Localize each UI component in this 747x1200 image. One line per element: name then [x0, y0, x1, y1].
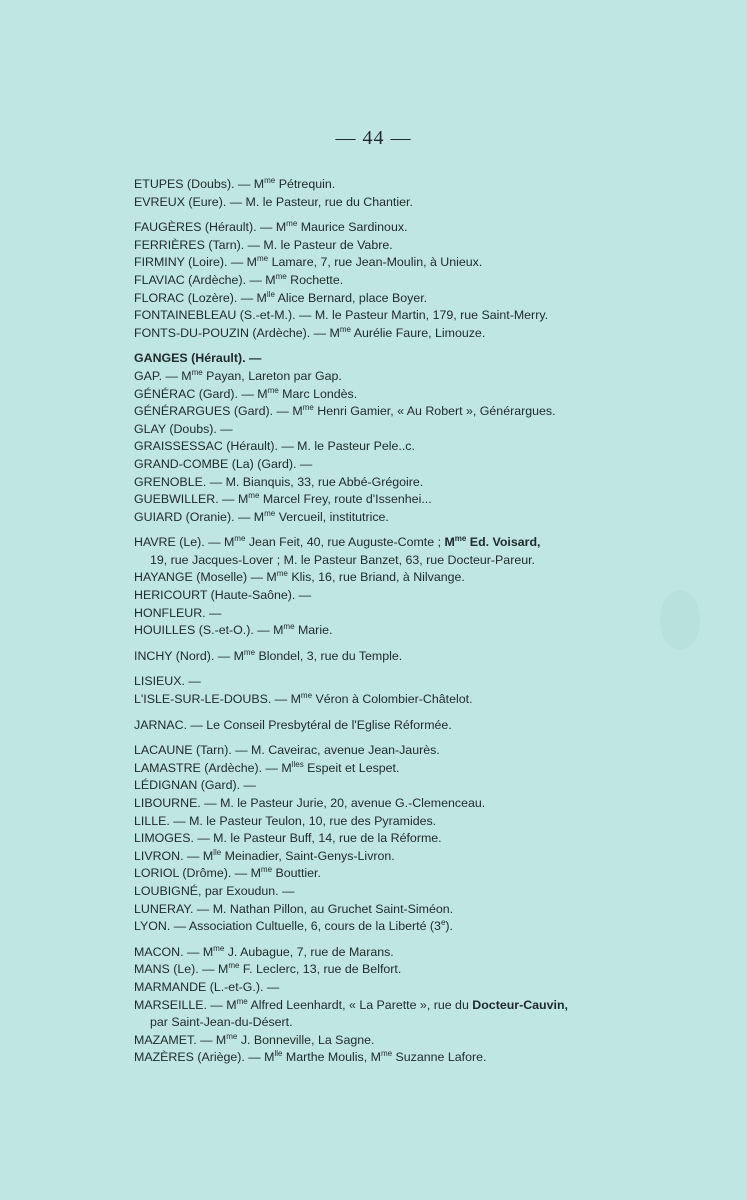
directory-entry: HOUILLES (S.-et-O.). — $M^{me}$ Marie.	[134, 622, 333, 638]
directory-entry: LORIOL (Drôme). — $M^{me}$ Bouttier.	[134, 865, 321, 881]
directory-entry: MAZÈRES (Ariège). — $M^{lle}$ Marthe Moulis, $M^{me}$ Suzanne Lafore.	[134, 1049, 487, 1065]
directory-entry: LIVRON. — $M^{lle}$ Meinadier, Saint-Genys-Livron.	[134, 847, 395, 863]
directory-entry: LIBOURNE. — M. le Pasteur Jurie, 20, avenue G.-Clemenceau.	[134, 796, 486, 810]
directory-list	[134, 176, 674, 1067]
directory-entry: LAMASTRE (Ardèche). — $M^{lles}$ Espeit et Lespet.	[134, 759, 400, 775]
directory-entry: LYON. — Association Cultuelle, 6, cours de la Liberté (3e).	[134, 918, 453, 934]
directory-entry: FLORAC (Lozère). — $M^{lle}$ Alice Bernard, place Boyer.	[134, 289, 428, 305]
directory-entry: GRAISSESSAC (Hérault). — M. le Pasteur Pele..c.	[134, 439, 415, 454]
directory-entry: LÉDIGNAN (Gard). —	[134, 778, 256, 793]
directory-entry: GRAND-COMBE (La) (Gard). —	[134, 456, 313, 471]
directory-entry: FAUGÈRES (Hérault). — $M^{me}$ Maurice Sardinoux.	[134, 219, 408, 235]
directory-entry: MAZAMET. — $M^{me}$ J. Bonneville, La Sagne.	[134, 1031, 375, 1047]
directory-entry: GUIARD (Oranie). — $M^{me}$ Vercueil, institutrice.	[134, 508, 389, 524]
directory-entry: FONTS-DU-POUZIN (Ardèche). — $M^{me}$ Aurélie Faure, Limouze.	[134, 324, 486, 340]
directory-entry: GÉNÉRARGUES (Gard). — $M^{me}$ Henri Gamier, « Au Robert », Générargues.	[134, 403, 556, 419]
directory-entry: HAVRE (Le). — $M^{me}$ Jean Feit, 40, rue Auguste-Comte ; $M^{me}$ Ed. Voisard,	[134, 534, 541, 550]
directory-entry: INCHY (Nord). — $M^{me}$ Blondel, 3, rue du Temple.	[134, 647, 403, 663]
directory-entry: GÉNÉRAC (Gard). — $M^{me}$ Marc Londès.	[134, 385, 358, 401]
directory-entry: FONTAINEBLEAU (S.-et-M.). — M. le Pasteur Martin, 179, rue Saint-Merry.	[134, 308, 549, 323]
directory-entry: GLAY (Doubs). —	[134, 421, 233, 436]
directory-entry: LIMOGES. — M. le Pasteur Buff, 14, rue de la Réforme.	[134, 831, 442, 846]
directory-entry-continuation: par Saint-Jean-du-Désert.	[150, 1015, 293, 1030]
directory-entry: GANGES (Hérault). —	[134, 351, 262, 366]
directory-entry: ETUPES (Doubs). — $M^{me}$ Pétrequin.	[134, 176, 336, 191]
page-number: — 44 —	[335, 127, 412, 149]
directory-entry: HONFLEUR. —	[134, 605, 222, 620]
directory-entry: LOUBIGNÉ, par Exoudun. —	[134, 883, 295, 898]
directory-entry: LUNERAY. — M. Nathan Pillon, au Gruchet Saint-Siméon.	[134, 901, 454, 916]
directory-entry: FIRMINY (Loire). — $M^{me}$ Lamare, 7, rue Jean-Moulin, à Unieux.	[134, 254, 483, 270]
directory-entry: LILLE. — M. le Pasteur Teulon, 10, rue des Pyramides.	[134, 813, 437, 828]
directory-entry: MARSEILLE. — $M^{me}$ Alfred Leenhardt, « La Parette », rue du Docteur-Cauvin,	[134, 996, 568, 1012]
directory-entry: EVREUX (Eure). — M. le Pasteur, rue du Chantier.	[134, 194, 413, 209]
directory-entry: MACON. — $M^{me}$ J. Aubague, 7, rue de Marans.	[134, 943, 394, 959]
directory-entry: GRENOBLE. — M. Bianquis, 33, rue Abbé-Grégoire.	[134, 474, 424, 489]
directory-entry: HAYANGE (Moselle) — $M^{me}$ Klis, 16, rue Briand, à Nilvange.	[134, 569, 465, 585]
directory-entry: GAP. — $M^{me}$ Payan, Lareton par Gap.	[134, 367, 342, 383]
directory-entry: LACAUNE (Tarn). — M. Caveirac, avenue Jean-Jaurès.	[134, 743, 440, 758]
directory-entry: JARNAC. — Le Conseil Presbytéral de l'Eglise Réformée.	[134, 717, 452, 732]
directory-entry: L'ISLE-SUR-LE-DOUBS. — $M^{me}$ Véron à Colombier-Châtelot.	[134, 691, 473, 707]
directory-entry: LISIEUX. —	[134, 674, 201, 689]
directory-entry-continuation: 19, rue Jacques-Lover ; M. le Pasteur Banzet, 63, rue Docteur-Pareur.	[150, 552, 535, 567]
directory-entry: MANS (Le). — $M^{me}$ F. Leclerc, 13, rue de Belfort.	[134, 961, 402, 977]
directory-entry: MARMANDE (L.-et-G.). —	[134, 979, 280, 994]
directory-entry: HERICOURT (Haute-Saône). —	[134, 588, 312, 603]
directory-entry: FERRIÈRES (Tarn). — M. le Pasteur de Vabre.	[134, 237, 393, 252]
directory-entry: FLAVIAC (Ardèche). — $M^{me}$ Rochette.	[134, 271, 344, 287]
directory-entry: GUEBWILLER. — $M^{me}$ Marcel Frey, route d'Issenhei...	[134, 491, 432, 507]
